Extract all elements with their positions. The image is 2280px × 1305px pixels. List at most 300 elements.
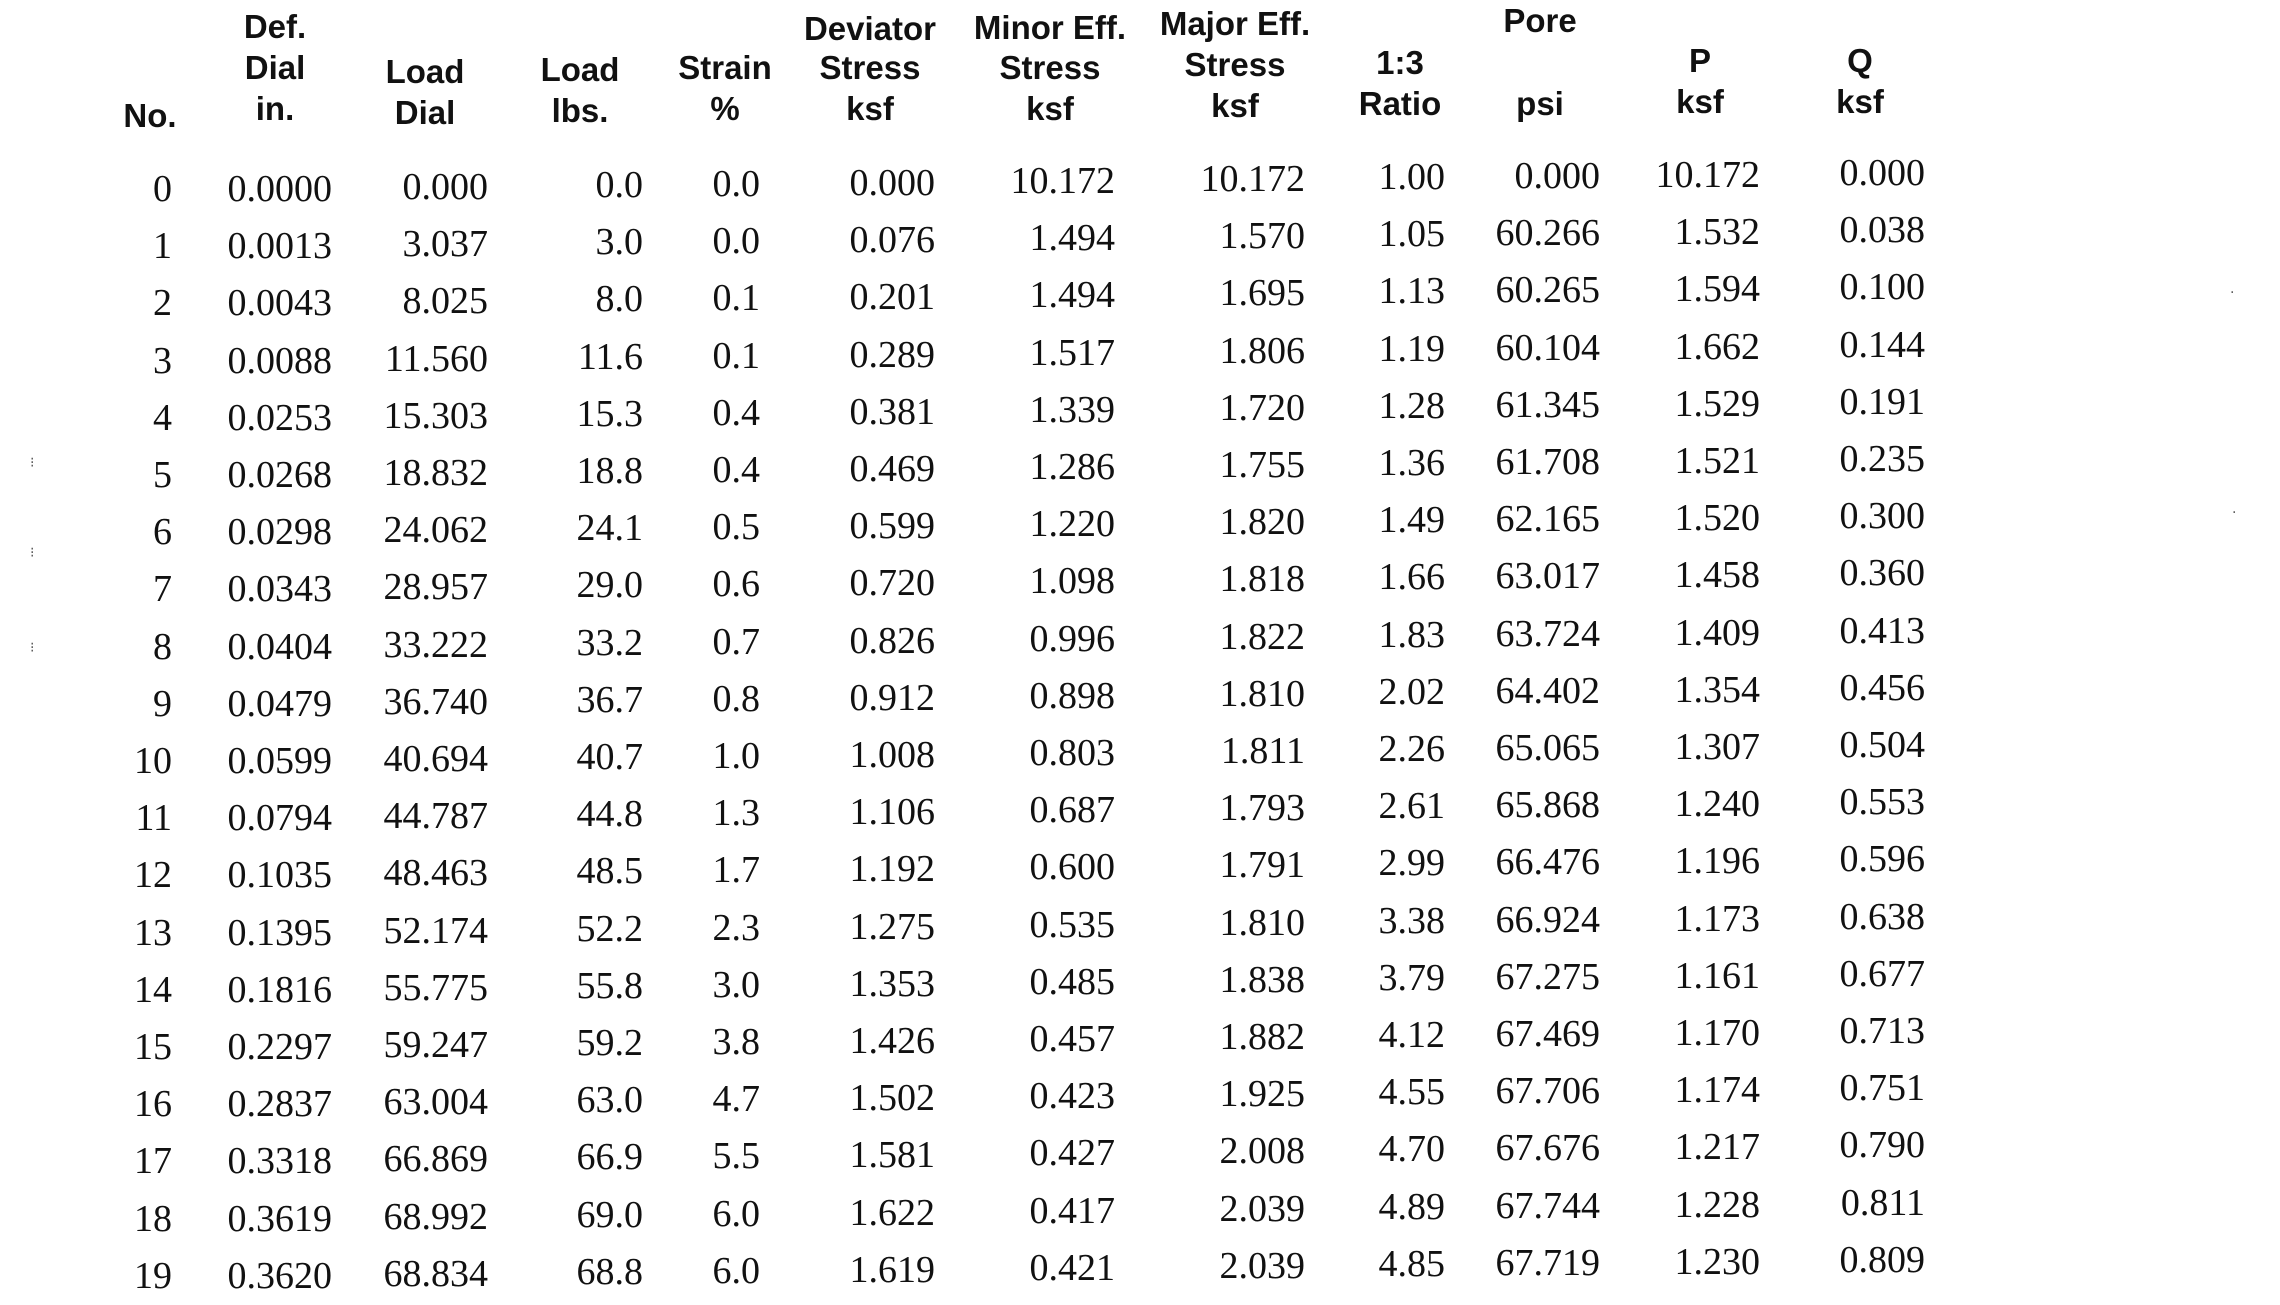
header-line: Q: [1847, 42, 1873, 79]
cell-major-eff-stress: 1.822: [1219, 616, 1305, 658]
cell-q: 0.751: [1839, 1067, 1925, 1109]
cell-load-lbs: 63.0: [576, 1079, 643, 1121]
cell-q: 0.809: [1839, 1239, 1925, 1281]
cell-strain: 0.4: [712, 449, 760, 491]
cell-no: 2: [153, 282, 172, 324]
cell-minor-eff-stress: 1.220: [1029, 503, 1115, 545]
cell-strain: 6.0: [712, 1250, 760, 1292]
cell-strain: 1.3: [712, 792, 760, 834]
header-major-eff-stress: [1150, 0, 1320, 140]
cell-p: 1.173: [1674, 898, 1760, 940]
cell-load-lbs: 29.0: [576, 564, 643, 606]
cell-major-eff-stress: 1.793: [1219, 787, 1305, 829]
cell-p: 1.354: [1674, 669, 1760, 711]
cell-load-dial: 24.062: [383, 509, 488, 551]
cell-load-lbs: 11.6: [577, 336, 643, 378]
cell-ratio: 2.61: [1378, 785, 1445, 827]
header-line: in.: [255, 90, 295, 127]
cell-major-eff-stress: 1.810: [1219, 902, 1305, 944]
cell-no: 5: [153, 454, 172, 496]
cell-deviator-stress: 1.502: [849, 1077, 935, 1119]
cell-strain: 0.8: [712, 678, 760, 720]
cell-def-dial: 0.0000: [227, 168, 332, 210]
cell-def-dial: 0.1816: [227, 969, 332, 1011]
cell-load-lbs: 66.9: [576, 1136, 643, 1178]
cell-def-dial: 0.3318: [227, 1140, 332, 1182]
cell-pore: 67.676: [1495, 1127, 1600, 1169]
cell-pore: 61.345: [1495, 384, 1600, 426]
header-line: Load: [540, 51, 620, 88]
table-row: [0, 1008, 2280, 1066]
cell-def-dial: 0.2297: [227, 1026, 332, 1068]
header-line: P: [1688, 42, 1711, 79]
cell-p: 1.520: [1674, 497, 1760, 539]
table-row: [0, 1065, 2280, 1123]
cell-p: 1.307: [1674, 726, 1760, 768]
table-row: [0, 894, 2280, 952]
cell-load-dial: 36.740: [383, 681, 488, 723]
header-line: ksf: [1676, 83, 1724, 120]
cell-deviator-stress: 0.381: [849, 391, 935, 433]
cell-q: 0.677: [1839, 953, 1925, 995]
cell-no: 6: [153, 511, 172, 553]
cell-load-dial: 52.174: [383, 910, 488, 952]
cell-load-dial: 28.957: [383, 566, 488, 608]
header-line: ksf: [846, 90, 894, 127]
cell-p: 1.217: [1674, 1126, 1760, 1168]
scan-speck: ·: [2232, 505, 2237, 521]
cell-pore: 67.706: [1495, 1070, 1600, 1112]
table-row: [0, 665, 2280, 723]
cell-ratio: 1.28: [1378, 385, 1445, 427]
cell-major-eff-stress: 1.811: [1220, 730, 1305, 772]
cell-deviator-stress: 0.826: [849, 620, 935, 662]
cell-q: 0.100: [1839, 266, 1925, 308]
cell-pore: 60.265: [1495, 269, 1600, 311]
table-row: [0, 322, 2280, 380]
cell-minor-eff-stress: 0.687: [1029, 789, 1115, 831]
cell-load-dial: 18.832: [383, 452, 488, 494]
cell-load-lbs: 48.5: [576, 850, 643, 892]
header-no: [110, 0, 190, 140]
cell-load-lbs: 33.2: [576, 622, 643, 664]
cell-q: 0.360: [1839, 552, 1925, 594]
cell-deviator-stress: 1.426: [849, 1020, 935, 1062]
header-line: Def.: [243, 8, 307, 45]
cell-deviator-stress: 1.008: [849, 734, 935, 776]
cell-major-eff-stress: 10.172: [1200, 158, 1305, 200]
cell-def-dial: 0.1035: [227, 854, 332, 896]
header-line: Dial: [244, 49, 306, 86]
table-row: [0, 951, 2280, 1009]
header-line: lbs.: [551, 92, 609, 129]
cell-no: 9: [153, 683, 172, 725]
cell-minor-eff-stress: 0.421: [1029, 1247, 1115, 1289]
cell-no: 12: [134, 854, 172, 896]
cell-def-dial: 0.0343: [227, 568, 332, 610]
cell-major-eff-stress: 1.838: [1219, 959, 1305, 1001]
table-row: [0, 150, 2280, 208]
cell-load-dial: 59.247: [383, 1024, 488, 1066]
cell-q: 0.504: [1839, 724, 1925, 766]
cell-minor-eff-stress: 0.535: [1029, 904, 1115, 946]
cell-minor-eff-stress: 0.803: [1029, 732, 1115, 774]
cell-major-eff-stress: 1.755: [1219, 444, 1305, 486]
cell-major-eff-stress: 1.791: [1219, 844, 1305, 886]
cell-def-dial: 0.0268: [227, 454, 332, 496]
cell-q: 0.038: [1839, 209, 1925, 251]
cell-strain: 1.0: [712, 735, 760, 777]
cell-minor-eff-stress: 1.494: [1029, 274, 1115, 316]
cell-ratio: 4.55: [1378, 1071, 1445, 1113]
cell-def-dial: 0.0298: [227, 511, 332, 553]
cell-no: 11: [135, 797, 172, 839]
cell-load-lbs: 55.8: [576, 965, 643, 1007]
table-row: [0, 1237, 2280, 1295]
cell-minor-eff-stress: 0.485: [1029, 961, 1115, 1003]
cell-no: 14: [134, 969, 172, 1011]
header-line: Ratio: [1358, 85, 1442, 122]
header-line: 1:3: [1376, 44, 1424, 81]
cell-p: 1.170: [1674, 1012, 1760, 1054]
cell-strain: 0.4: [712, 392, 760, 434]
cell-pore: 66.476: [1495, 841, 1600, 883]
cell-strain: 1.7: [712, 849, 760, 891]
cell-minor-eff-stress: 1.339: [1029, 389, 1115, 431]
table-row: [0, 779, 2280, 837]
header-line: ksf: [1211, 87, 1259, 124]
cell-load-lbs: 15.3: [576, 393, 643, 435]
header-q: [1805, 0, 1915, 140]
cell-load-lbs: 59.2: [576, 1022, 643, 1064]
scan-speck: ⁝: [30, 455, 35, 471]
cell-def-dial: 0.3619: [227, 1198, 332, 1240]
cell-p: 1.529: [1674, 383, 1760, 425]
cell-deviator-stress: 1.192: [849, 848, 935, 890]
cell-p: 1.409: [1674, 612, 1760, 654]
header-line: No.: [123, 97, 177, 134]
scan-speck: ·: [2230, 285, 2235, 301]
cell-q: 0.811: [1840, 1182, 1925, 1224]
cell-p: 1.174: [1674, 1069, 1760, 1111]
cell-pore: 63.017: [1495, 555, 1600, 597]
cell-load-lbs: 8.0: [595, 278, 643, 320]
cell-def-dial: 0.1395: [227, 912, 332, 954]
cell-ratio: 4.85: [1378, 1243, 1445, 1285]
cell-strain: 6.0: [712, 1193, 760, 1235]
table-header: [0, 0, 2280, 140]
table-row: [0, 550, 2280, 608]
cell-ratio: 2.99: [1378, 842, 1445, 884]
cell-def-dial: 0.3620: [227, 1255, 332, 1297]
header-line: Dial: [394, 94, 456, 131]
scan-speck: ⁝: [30, 545, 35, 561]
cell-q: 0.790: [1839, 1124, 1925, 1166]
cell-no: 17: [134, 1140, 172, 1182]
table-row: [0, 207, 2280, 265]
cell-strain: 0.1: [712, 277, 760, 319]
cell-def-dial: 0.0794: [227, 797, 332, 839]
header-def-dial: [220, 0, 330, 140]
cell-ratio: 1.49: [1378, 499, 1445, 541]
cell-minor-eff-stress: 0.457: [1029, 1018, 1115, 1060]
cell-ratio: 4.89: [1378, 1186, 1445, 1228]
cell-pore: 67.469: [1495, 1013, 1600, 1055]
header-line: psi: [1516, 85, 1564, 122]
cell-load-dial: 8.025: [402, 280, 488, 322]
cell-p: 10.172: [1655, 154, 1760, 196]
cell-p: 1.230: [1674, 1241, 1760, 1283]
cell-p: 1.196: [1674, 840, 1760, 882]
header-line: Stress: [999, 49, 1101, 86]
cell-no: 19: [134, 1255, 172, 1297]
cell-load-lbs: 69.0: [576, 1194, 643, 1236]
cell-minor-eff-stress: 1.286: [1029, 446, 1115, 488]
cell-minor-eff-stress: 0.600: [1029, 846, 1115, 888]
cell-major-eff-stress: 2.039: [1219, 1188, 1305, 1230]
header-strain: [665, 0, 785, 140]
header-line: Stress: [819, 49, 921, 86]
scan-speck: ⁝: [30, 640, 35, 656]
cell-minor-eff-stress: 1.517: [1029, 332, 1115, 374]
cell-strain: 0.0: [712, 220, 760, 262]
cell-minor-eff-stress: 0.417: [1029, 1190, 1115, 1232]
header-line: Deviator: [803, 10, 937, 47]
header-line: Pore: [1503, 2, 1577, 39]
header-p: [1645, 0, 1755, 140]
cell-p: 1.662: [1674, 326, 1760, 368]
header-load-dial: [365, 0, 485, 140]
cell-strain: 0.0: [712, 163, 760, 205]
cell-q: 0.144: [1839, 324, 1925, 366]
cell-major-eff-stress: 1.570: [1219, 215, 1305, 257]
cell-ratio: 1.13: [1378, 270, 1445, 312]
cell-q: 0.638: [1839, 896, 1925, 938]
cell-minor-eff-stress: 0.898: [1029, 675, 1115, 717]
cell-p: 1.240: [1674, 783, 1760, 825]
cell-major-eff-stress: 1.810: [1219, 673, 1305, 715]
cell-load-dial: 11.560: [384, 338, 488, 380]
cell-p: 1.521: [1674, 440, 1760, 482]
cell-load-dial: 68.992: [383, 1196, 488, 1238]
cell-strain: 4.7: [712, 1078, 760, 1120]
cell-deviator-stress: 1.619: [849, 1249, 935, 1291]
table-row: [0, 1180, 2280, 1238]
cell-no: 7: [153, 568, 172, 610]
cell-deviator-stress: 1.581: [849, 1134, 935, 1176]
cell-load-dial: 68.834: [383, 1253, 488, 1295]
cell-pore: 67.744: [1495, 1185, 1600, 1227]
cell-no: 16: [134, 1083, 172, 1125]
header-line: %: [710, 90, 740, 127]
cell-load-dial: 48.463: [383, 852, 488, 894]
cell-ratio: 2.02: [1378, 671, 1445, 713]
cell-deviator-stress: 1.353: [849, 963, 935, 1005]
cell-strain: 3.0: [712, 964, 760, 1006]
cell-major-eff-stress: 2.008: [1219, 1130, 1305, 1172]
cell-major-eff-stress: 1.820: [1219, 501, 1305, 543]
cell-p: 1.458: [1674, 554, 1760, 596]
cell-ratio: 4.70: [1378, 1128, 1445, 1170]
cell-load-dial: 66.869: [383, 1138, 488, 1180]
cell-deviator-stress: 0.000: [849, 162, 935, 204]
cell-ratio: 1.36: [1378, 442, 1445, 484]
table-row: [0, 379, 2280, 437]
cell-load-dial: 63.004: [383, 1081, 488, 1123]
cell-minor-eff-stress: 0.427: [1029, 1132, 1115, 1174]
header-line: ksf: [1026, 90, 1074, 127]
cell-strain: 0.5: [712, 506, 760, 548]
cell-def-dial: 0.0013: [227, 225, 332, 267]
cell-load-lbs: 0.0: [595, 164, 643, 206]
cell-q: 0.191: [1839, 381, 1925, 423]
cell-pore: 64.402: [1495, 670, 1600, 712]
cell-q: 0.456: [1839, 667, 1925, 709]
cell-deviator-stress: 0.469: [849, 448, 935, 490]
cell-no: 1: [153, 225, 172, 267]
table-row: [0, 608, 2280, 666]
header-pore: [1480, 0, 1600, 140]
cell-load-lbs: 3.0: [595, 221, 643, 263]
table-row: [0, 436, 2280, 494]
cell-def-dial: 0.0043: [227, 282, 332, 324]
cell-load-lbs: 40.7: [576, 736, 643, 778]
cell-major-eff-stress: 1.720: [1219, 387, 1305, 429]
cell-pore: 65.868: [1495, 784, 1600, 826]
cell-strain: 0.6: [712, 563, 760, 605]
cell-p: 1.228: [1674, 1184, 1760, 1226]
cell-pore: 67.275: [1495, 956, 1600, 998]
cell-strain: 3.8: [712, 1021, 760, 1063]
cell-load-dial: 40.694: [383, 738, 488, 780]
cell-ratio: 4.12: [1378, 1014, 1445, 1056]
cell-q: 0.300: [1839, 495, 1925, 537]
table-row: [0, 493, 2280, 551]
cell-q: 0.235: [1839, 438, 1925, 480]
cell-load-lbs: 24.1: [576, 507, 643, 549]
cell-load-dial: 0.000: [402, 166, 488, 208]
cell-strain: 2.3: [712, 907, 760, 949]
cell-load-dial: 33.222: [383, 624, 488, 666]
cell-major-eff-stress: 1.695: [1219, 272, 1305, 314]
cell-p: 1.594: [1674, 268, 1760, 310]
cell-no: 8: [153, 626, 172, 668]
cell-load-dial: 15.303: [383, 395, 488, 437]
header-line: Strain: [678, 49, 772, 86]
cell-no: 18: [134, 1198, 172, 1240]
cell-ratio: 1.19: [1378, 328, 1445, 370]
cell-deviator-stress: 0.912: [849, 677, 935, 719]
cell-ratio: 1.66: [1378, 556, 1445, 598]
header-line: Minor Eff.: [973, 9, 1127, 46]
cell-def-dial: 0.0479: [227, 683, 332, 725]
cell-load-lbs: 36.7: [576, 679, 643, 721]
table-row: [0, 1122, 2280, 1180]
header-minor-eff-stress: [965, 0, 1135, 140]
cell-p: 1.532: [1674, 211, 1760, 253]
cell-deviator-stress: 0.599: [849, 505, 935, 547]
header-line: Stress: [1184, 46, 1286, 83]
cell-pore: 66.924: [1495, 899, 1600, 941]
cell-pore: 62.165: [1495, 498, 1600, 540]
cell-p: 1.161: [1674, 955, 1760, 997]
cell-ratio: 2.26: [1378, 728, 1445, 770]
cell-deviator-stress: 1.275: [849, 906, 935, 948]
cell-q: 0.713: [1839, 1010, 1925, 1052]
cell-no: 3: [153, 340, 172, 382]
cell-ratio: 1.83: [1378, 614, 1445, 656]
cell-load-lbs: 18.8: [576, 450, 643, 492]
table-body: [0, 150, 2280, 1296]
cell-strain: 0.7: [712, 621, 760, 663]
cell-major-eff-stress: 1.925: [1219, 1073, 1305, 1115]
cell-no: 0: [153, 168, 172, 210]
cell-load-dial: 55.775: [383, 967, 488, 1009]
cell-major-eff-stress: 1.818: [1219, 558, 1305, 600]
cell-q: 0.596: [1839, 838, 1925, 880]
table-row: [0, 722, 2280, 780]
cell-minor-eff-stress: 1.494: [1029, 217, 1115, 259]
header-line: ksf: [1836, 83, 1884, 120]
header-deviator-stress: [795, 0, 945, 140]
header-ratio: [1345, 0, 1455, 140]
cell-def-dial: 0.0253: [227, 397, 332, 439]
cell-deviator-stress: 0.076: [849, 219, 935, 261]
cell-load-lbs: 44.8: [576, 793, 643, 835]
cell-deviator-stress: 0.289: [849, 334, 935, 376]
table-row: [0, 836, 2280, 894]
cell-major-eff-stress: 1.882: [1219, 1016, 1305, 1058]
cell-ratio: 3.38: [1378, 900, 1445, 942]
cell-ratio: 3.79: [1378, 957, 1445, 999]
cell-no: 10: [134, 740, 172, 782]
cell-pore: 0.000: [1514, 155, 1600, 197]
cell-minor-eff-stress: 0.996: [1029, 618, 1115, 660]
header-line: Load: [385, 53, 465, 90]
cell-no: 4: [153, 397, 172, 439]
cell-pore: 63.724: [1495, 613, 1600, 655]
cell-load-lbs: 68.8: [576, 1251, 643, 1293]
cell-pore: 60.266: [1495, 212, 1600, 254]
cell-deviator-stress: 1.622: [849, 1192, 935, 1234]
cell-ratio: 1.05: [1378, 213, 1445, 255]
header-load-lbs: [530, 0, 630, 140]
cell-load-dial: 3.037: [402, 223, 488, 265]
cell-ratio: 1.00: [1378, 156, 1445, 198]
cell-minor-eff-stress: 10.172: [1010, 160, 1115, 202]
cell-pore: 67.719: [1495, 1242, 1600, 1284]
cell-q: 0.000: [1839, 152, 1925, 194]
cell-deviator-stress: 0.720: [849, 562, 935, 604]
cell-def-dial: 0.0088: [227, 340, 332, 382]
cell-deviator-stress: 0.201: [849, 276, 935, 318]
cell-q: 0.413: [1839, 610, 1925, 652]
cell-def-dial: 0.0404: [227, 626, 332, 668]
cell-pore: 60.104: [1495, 327, 1600, 369]
cell-pore: 61.708: [1495, 441, 1600, 483]
table-row: [0, 264, 2280, 322]
cell-major-eff-stress: 2.039: [1219, 1245, 1305, 1287]
cell-minor-eff-stress: 0.423: [1029, 1075, 1115, 1117]
cell-minor-eff-stress: 1.098: [1029, 560, 1115, 602]
cell-pore: 65.065: [1495, 727, 1600, 769]
cell-def-dial: 0.0599: [227, 740, 332, 782]
cell-load-lbs: 52.2: [576, 908, 643, 950]
header-line: Major Eff.: [1159, 5, 1311, 42]
cell-strain: 0.1: [712, 335, 760, 377]
cell-def-dial: 0.2837: [227, 1083, 332, 1125]
cell-deviator-stress: 1.106: [849, 791, 935, 833]
